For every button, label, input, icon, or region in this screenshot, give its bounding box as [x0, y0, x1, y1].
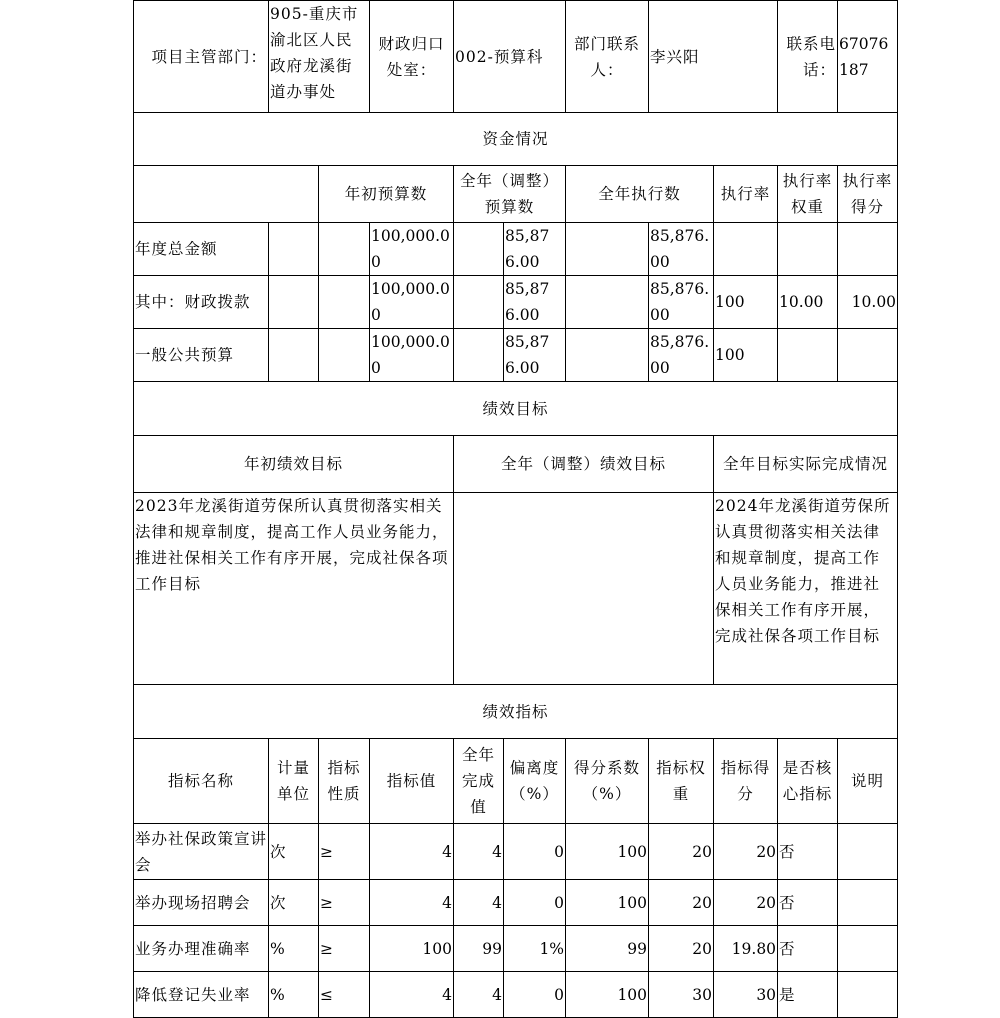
funds-score: 10.00 — [838, 276, 898, 329]
indicators-header-row — [134, 739, 898, 824]
indicator-note — [838, 824, 898, 880]
indicator-row — [134, 926, 898, 972]
funds-row-name: 年度总金额 — [134, 223, 269, 276]
funds-row — [134, 329, 898, 382]
funds-adjusted: 85,876.00 — [504, 329, 566, 382]
funds-weight: 10.00 — [778, 276, 838, 329]
indicator-note — [838, 926, 898, 972]
indicator-col-deviation: 偏离度（%） — [504, 739, 566, 824]
indicator-core: 否 — [778, 824, 838, 880]
finance-label: 财政归口处室： — [370, 1, 454, 113]
dept-label: 项目主管部门： — [134, 1, 269, 113]
indicator-score: 20 — [714, 880, 778, 926]
finance-value: 002-预算科 — [454, 1, 566, 113]
indicator-deviation: 0 — [504, 972, 566, 1018]
indicator-col-unit: 计量单位 — [269, 739, 319, 824]
funds-executed: 85,876.00 — [649, 276, 714, 329]
indicator-weight: 30 — [649, 972, 714, 1018]
funds-row-name: 一般公共预算 — [134, 329, 269, 382]
indicator-nature: ≥ — [319, 926, 370, 972]
funds-executed: 85,876.00 — [649, 223, 714, 276]
indicator-col-nature: 指标性质 — [319, 739, 370, 824]
indicator-score: 19.80 — [714, 926, 778, 972]
funds-header-row — [134, 166, 898, 223]
indicator-col-target: 指标值 — [370, 739, 454, 824]
indicator-score: 20 — [714, 824, 778, 880]
indicator-actual: 99 — [454, 926, 504, 972]
indicator-actual: 4 — [454, 824, 504, 880]
indicator-col-actual: 全年完成值 — [454, 739, 504, 824]
funds-col-rate: 执行率 — [714, 166, 778, 223]
funds-header-blank — [134, 166, 319, 223]
funds-weight — [778, 223, 838, 276]
indicator-nature: ≥ — [319, 824, 370, 880]
header-row — [134, 1, 898, 113]
indicator-row — [134, 824, 898, 880]
funds-executed: 85,876.00 — [649, 329, 714, 382]
indicator-col-name: 指标名称 — [134, 739, 269, 824]
goals-actual: 2024年龙溪街道劳保所认真贯彻落实相关法律和规章制度，提高工作人员业务能力，推进社保相关工作有序开展，完成社保各项工作目标 — [714, 493, 898, 685]
funds-col-executed: 全年执行数 — [566, 166, 714, 223]
indicator-coefficient: 100 — [566, 880, 649, 926]
funds-row — [134, 223, 898, 276]
indicator-unit: 次 — [269, 880, 319, 926]
funds-weight — [778, 329, 838, 382]
indicators-section-title: 绩效指标 — [134, 685, 898, 739]
funds-col-score: 执行率得分 — [838, 166, 898, 223]
indicator-core: 否 — [778, 880, 838, 926]
goals-section-title: 绩效目标 — [134, 382, 898, 436]
goals-header-row — [134, 436, 898, 493]
indicator-core: 是 — [778, 972, 838, 1018]
goals-initial: 2023年龙溪街道劳保所认真贯彻落实相关法律和规章制度，提高工作人员业务能力，推进社保相关工作有序开展，完成社保各项工作目标 — [134, 493, 454, 685]
indicator-note — [838, 880, 898, 926]
funds-initial: 100,000.00 — [370, 223, 454, 276]
indicator-col-note: 说明 — [838, 739, 898, 824]
indicator-actual: 4 — [454, 880, 504, 926]
contact-value: 李兴阳 — [649, 1, 778, 113]
contact-label: 部门联系人： — [566, 1, 649, 113]
indicator-deviation: 0 — [504, 880, 566, 926]
funds-rate: 100 — [714, 329, 778, 382]
indicator-col-weight: 指标权重 — [649, 739, 714, 824]
indicator-row — [134, 880, 898, 926]
funds-initial: 100,000.00 — [370, 329, 454, 382]
indicator-target: 4 — [370, 972, 454, 1018]
funds-score — [838, 223, 898, 276]
indicator-target: 4 — [370, 880, 454, 926]
indicator-col-coefficient: 得分系数（%） — [566, 739, 649, 824]
indicator-col-core: 是否核心指标 — [778, 739, 838, 824]
goals-col-adjusted: 全年（调整）绩效目标 — [454, 436, 714, 493]
goals-col-actual: 全年目标实际完成情况 — [714, 436, 898, 493]
indicator-coefficient: 100 — [566, 972, 649, 1018]
funds-col-weight: 执行率权重 — [778, 166, 838, 223]
funds-rate — [714, 223, 778, 276]
funds-initial: 100,000.00 — [370, 276, 454, 329]
funds-adjusted: 85,876.00 — [504, 223, 566, 276]
indicator-actual: 4 — [454, 972, 504, 1018]
indicator-score: 30 — [714, 972, 778, 1018]
indicator-nature: ≤ — [319, 972, 370, 1018]
goals-col-initial: 年初绩效目标 — [134, 436, 454, 493]
indicator-target: 100 — [370, 926, 454, 972]
indicator-name: 举办现场招聘会 — [134, 880, 269, 926]
indicator-unit: 次 — [269, 824, 319, 880]
indicator-name: 降低登记失业率 — [134, 972, 269, 1018]
performance-table — [133, 0, 898, 1018]
funds-section-title: 资金情况 — [134, 113, 898, 166]
indicator-name: 业务办理准确率 — [134, 926, 269, 972]
indicator-coefficient: 99 — [566, 926, 649, 972]
indicator-weight: 20 — [649, 824, 714, 880]
indicator-weight: 20 — [649, 926, 714, 972]
funds-col-adjusted: 全年（调整）预算数 — [454, 166, 566, 223]
indicator-deviation: 0 — [504, 824, 566, 880]
indicator-name: 举办社保政策宣讲会 — [134, 824, 269, 880]
funds-row — [134, 276, 898, 329]
indicator-deviation: 1% — [504, 926, 566, 972]
goals-adjusted — [454, 493, 714, 685]
funds-col-initial: 年初预算数 — [319, 166, 454, 223]
funds-row-name: 其中：财政拨款 — [134, 276, 269, 329]
indicator-coefficient: 100 — [566, 824, 649, 880]
indicator-unit: % — [269, 926, 319, 972]
phone-value: 67076187 — [838, 1, 898, 113]
dept-value: 905-重庆市渝北区人民政府龙溪街道办事处 — [269, 1, 370, 113]
goals-content-row — [134, 493, 898, 685]
indicator-nature: ≥ — [319, 880, 370, 926]
funds-adjusted: 85,876.00 — [504, 276, 566, 329]
funds-score — [838, 329, 898, 382]
indicator-unit: % — [269, 972, 319, 1018]
indicator-col-score: 指标得分 — [714, 739, 778, 824]
funds-rate: 100 — [714, 276, 778, 329]
indicator-weight: 20 — [649, 880, 714, 926]
indicator-core: 否 — [778, 926, 838, 972]
indicator-target: 4 — [370, 824, 454, 880]
phone-label: 联系电话： — [778, 1, 838, 113]
